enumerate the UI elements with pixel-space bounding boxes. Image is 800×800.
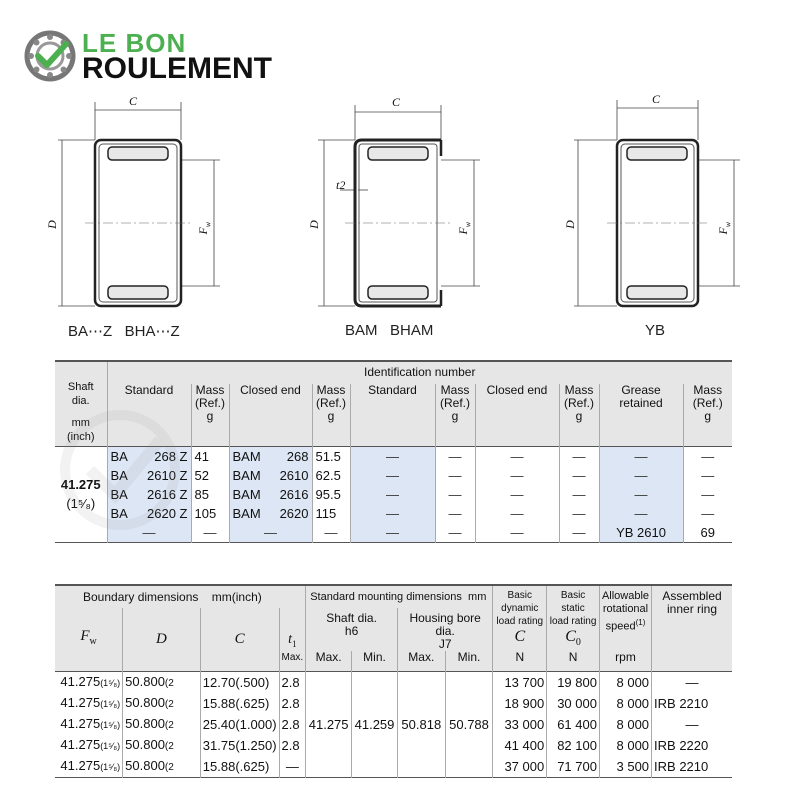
dash-cell: —	[683, 485, 732, 504]
mass-cell: 51.5	[312, 446, 350, 466]
table-row-std: BA 268 Z	[107, 446, 191, 466]
dash-cell: —	[107, 523, 191, 543]
empty-header	[652, 651, 732, 671]
shaft-max-header: Max.	[306, 651, 352, 671]
t1-cell: 2.8	[279, 735, 306, 756]
yb-d-label: D	[562, 220, 577, 229]
dash-cell: —	[559, 446, 599, 466]
d-cell: 50.800(2	[123, 671, 201, 693]
mass-header-4: Mass (Ref.) g	[559, 384, 599, 446]
shaft-min-header: Min.	[352, 651, 398, 671]
table-row-closed: BAM 2620	[229, 504, 312, 523]
dash-cell: —	[475, 466, 559, 485]
dash-cell: —	[559, 504, 599, 523]
fw-header: $F_w$	[55, 608, 123, 671]
n-unit-header-2: N	[547, 651, 600, 671]
c-cell: 31.75(1.250)	[200, 735, 279, 756]
t1-cell: 2.8	[279, 671, 306, 693]
grease-retained-header: Grease retained	[599, 384, 683, 446]
d-cell: 50.800(2	[123, 714, 201, 735]
basic-dynamic-header: Basic dynamic load rating C	[493, 585, 547, 651]
table-row-closed: BAM 2610	[229, 466, 312, 485]
dash-cell: —	[191, 523, 229, 543]
c-cell: 15.88(.625)	[200, 693, 279, 714]
c0-cell: 82 100	[547, 735, 600, 756]
dash-cell: —	[599, 485, 683, 504]
fw-cell: 41.275(1⁵⁄₈)	[60, 757, 121, 773]
fw-cell: 41.275(1⁵⁄₈)	[60, 694, 121, 710]
dash-cell: —	[435, 504, 475, 523]
dash-cell: —	[435, 466, 475, 485]
inner-ring-cell: IRB 2210	[652, 693, 732, 714]
dash-cell: —	[599, 446, 683, 466]
identification-header: Identification number	[107, 361, 732, 384]
ba-c-label: C	[129, 94, 138, 108]
rpm-cell: 8 000	[599, 735, 651, 756]
fw-cell: 41.275(1⁵⁄₈)	[60, 715, 121, 731]
dash-cell: —	[350, 466, 435, 485]
mass-cell: 115	[312, 504, 350, 523]
bam-c-label: C	[392, 95, 401, 109]
mass-cell: 41	[191, 446, 229, 466]
shaft-dia-h6-header: Shaft dia. h6	[306, 608, 398, 651]
dash-cell: —	[435, 446, 475, 466]
dash-cell: —	[559, 466, 599, 485]
closed-end-header: Closed end	[229, 384, 312, 446]
t1-cell: 2.8	[279, 714, 306, 735]
closed-end-header-2: Closed end	[475, 384, 559, 446]
cr-cell: 41 400	[493, 735, 547, 756]
d-cell: 50.800(2	[123, 756, 201, 778]
dash-cell: —	[683, 466, 732, 485]
mass-cell: 52	[191, 466, 229, 485]
dash-cell: —	[312, 523, 350, 543]
inner-ring-cell: IRB 2220	[652, 735, 732, 756]
allowable-speed-header: Allowable rotational speed$^{(1)}$	[599, 585, 651, 651]
house-max-header: Max.	[397, 651, 445, 671]
table-row-std: BA 2610 Z	[107, 466, 191, 485]
ba-caption: BA⋯Z BHA⋯Z	[68, 323, 180, 340]
dash-cell: —	[229, 523, 312, 543]
c-cell: 15.88(.625)	[200, 756, 279, 778]
inner-ring-cell: —	[652, 671, 732, 693]
cr-cell: 37 000	[493, 756, 547, 778]
bam-fw-label: $F_w$	[456, 221, 473, 235]
t1-cell: —	[279, 756, 306, 778]
table-row-std: BA 2620 Z	[107, 504, 191, 523]
mass-header-5: Mass (Ref.) g	[683, 384, 732, 446]
inner-ring-cell: —	[652, 714, 732, 735]
bam-caption: BAM BHAM	[345, 322, 434, 339]
cr-cell: 33 000	[493, 714, 547, 735]
standard-header: Standard	[107, 384, 191, 446]
mass-cell: 95.5	[312, 485, 350, 504]
boundary-header: Boundary dimensions mm(inch)	[55, 585, 306, 608]
n-unit-header: N	[493, 651, 547, 671]
c0-cell: 30 000	[547, 693, 600, 714]
dash-cell: —	[350, 446, 435, 466]
cr-cell: 13 700	[493, 671, 547, 693]
house-min-cell: 50.788	[445, 671, 493, 777]
t1-max-header: Max.	[279, 651, 306, 671]
mass-cell: 105	[191, 504, 229, 523]
c0-cell: 19 800	[547, 671, 600, 693]
bearing-check-logo-icon	[24, 30, 76, 82]
identification-table	[55, 360, 732, 543]
dash-cell: —	[559, 485, 599, 504]
table-row-closed: BAM 2616	[229, 485, 312, 504]
shaft-dia-cell: 41.275 (1⁵⁄₈)	[60, 477, 101, 511]
dash-cell: —	[350, 485, 435, 504]
mass-cell: 69	[683, 523, 732, 543]
table-row-std: BA 2616 Z	[107, 485, 191, 504]
fw-cell: 41.275(1⁵⁄₈)	[60, 673, 121, 689]
dash-cell: —	[350, 504, 435, 523]
c0-cell: 61 400	[547, 714, 600, 735]
yb-fw-label: $F_w$	[716, 221, 733, 235]
dash-cell: —	[475, 523, 559, 543]
dash-cell: —	[559, 523, 599, 543]
cr-cell: 18 900	[493, 693, 547, 714]
shaft-min-cell: 41.259	[352, 671, 398, 777]
diagram-yb	[562, 90, 762, 320]
yb-2610-cell: YB 2610	[599, 523, 683, 543]
ba-d-label: D	[44, 220, 59, 229]
dash-cell: —	[599, 466, 683, 485]
house-min-header: Min.	[445, 651, 493, 671]
dash-cell: —	[435, 523, 475, 543]
rpm-cell: 3 500	[599, 756, 651, 778]
dash-cell: —	[599, 504, 683, 523]
diagram-ba-z	[40, 90, 240, 320]
inner-ring-cell: IRB 2210	[652, 756, 732, 778]
t1-cell: 2.8	[279, 693, 306, 714]
basic-static-header: Basic static load rating $C_0$	[547, 585, 600, 651]
logo-line1: LE BON	[82, 28, 187, 58]
bam-t2-label: t2	[336, 178, 346, 192]
table-row-closed: BAM 268	[229, 446, 312, 466]
c0-cell: 71 700	[547, 756, 600, 778]
shaft-max-cell: 41.275	[306, 671, 352, 777]
standard-header-2: Standard	[350, 384, 435, 446]
mass-header-2: Mass (Ref.) g	[312, 384, 350, 446]
d-header: D	[123, 608, 201, 671]
rpm-cell: 8 000	[599, 693, 651, 714]
c-header: C	[200, 608, 279, 671]
c-cell: 25.40(1.000)	[200, 714, 279, 735]
dash-cell: —	[435, 485, 475, 504]
mounting-header: Standard mounting dimensions mm	[306, 585, 493, 608]
bam-d-label: D	[306, 220, 321, 229]
rpm-unit-header: rpm	[599, 651, 651, 671]
c-cell: 12.70(.500)	[200, 671, 279, 693]
diagram-bam	[300, 90, 500, 320]
logo-line2: ROULEMENT	[82, 52, 272, 85]
rpm-cell: 8 000	[599, 671, 651, 693]
dash-cell: —	[475, 446, 559, 466]
mass-cell: 85	[191, 485, 229, 504]
t1-header: $t_1$	[279, 608, 306, 651]
rpm-cell: 8 000	[599, 714, 651, 735]
dash-cell: —	[683, 504, 732, 523]
dash-cell: —	[475, 504, 559, 523]
fw-cell: 41.275(1⁵⁄₈)	[60, 736, 121, 752]
dash-cell: —	[475, 485, 559, 504]
housing-bore-header: Housing bore dia. J7	[397, 608, 492, 651]
dash-cell: —	[350, 523, 435, 543]
d-cell: 50.800(2	[123, 735, 201, 756]
d-cell: 50.800(2	[123, 693, 201, 714]
mass-header-3: Mass (Ref.) g	[435, 384, 475, 446]
mass-cell: 62.5	[312, 466, 350, 485]
boundary-dimensions-table	[55, 584, 732, 778]
ba-fw-label: $F_w$	[196, 221, 213, 235]
assembled-ring-header: Assembled inner ring	[652, 585, 732, 651]
mass-header-1: Mass (Ref.) g	[191, 384, 229, 446]
yb-c-label: C	[652, 92, 661, 106]
shaft-dia-header: Shaft dia. mm (inch)	[55, 361, 107, 446]
dash-cell: —	[683, 446, 732, 466]
house-max-cell: 50.818	[397, 671, 445, 777]
yb-caption: YB	[645, 322, 666, 339]
